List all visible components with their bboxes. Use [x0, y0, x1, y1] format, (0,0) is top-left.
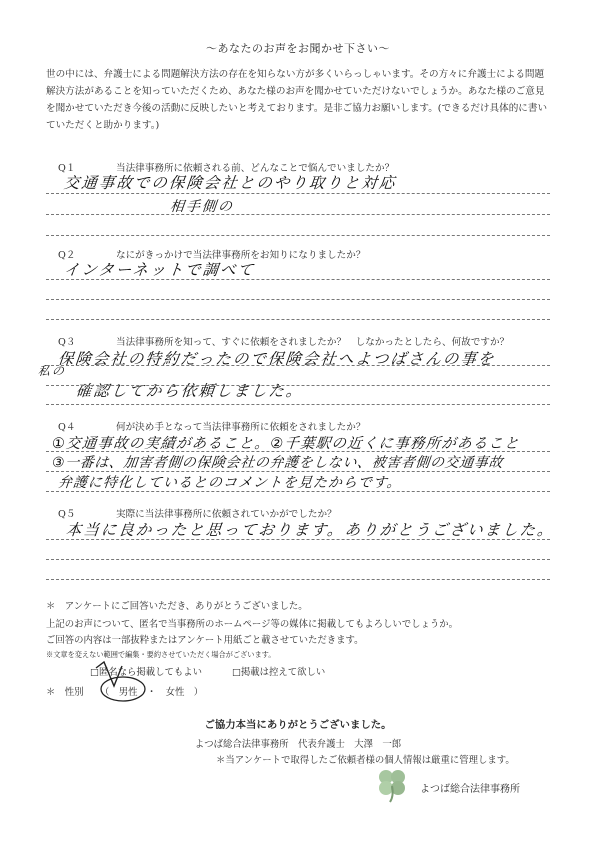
q1-rule-1 [46, 193, 550, 194]
q1-text: 当法律事務所に依頼される前、どんなことで悩んでいましたか？ [116, 163, 395, 174]
q2-rule-3 [46, 319, 550, 320]
q1-number: Q１ [58, 163, 76, 174]
option-decline[interactable]: □掲載は控えて欲しい [232, 667, 326, 678]
q1-answer-line1: 交通事故での保険会社とのやり取りと対応 [62, 174, 398, 192]
checkmark-icon [92, 656, 162, 716]
q4-answer-line2: ③一番は、加害者側の保険会社の弁護をしない、被害者側の交通事故 [51, 455, 504, 471]
q4-number: Q４ [58, 422, 76, 433]
clover-logo-icon [372, 764, 412, 804]
q2-text: なにがきっかけで当法律事務所をお知りになりましたか？ [116, 250, 366, 261]
intro-paragraph: 世の中には、弁護士による問題解決方法の存在を知らない方が多くいらっしゃいます。その方々に弁護士による問題解決方法があることを知っていただくため、あなた様のお声を聞かせていただけないでしょうか。あなた様のご意見を聞かせていただき今後の活動に反映したいと考えております。是非ご協力お願いします。(できるだけ具体的に書いていただくと助かります。) [46, 69, 548, 131]
q4-text: 何が決め手となって当法律事務所に依頼をされましたか？ [116, 422, 366, 433]
consent-question: 上記のお声について、匿名で当事務所のホームページ等の媒体に掲載してもよろしいでしょうか。 [46, 619, 458, 630]
firm-logo-text: よつば総合法律事務所 [420, 784, 520, 795]
q3-answer-line2: 確認してから依頼しました。 [74, 382, 305, 400]
q1-rule-3 [46, 235, 550, 236]
q5-answer-line1: 本当に良かったと思っております。ありがとうございました。 [64, 521, 556, 539]
q4-answer-line3: 弁護に特化しているとのコメントを見たからです。 [57, 475, 403, 491]
q3-rule-3 [46, 404, 550, 405]
editing-note: ※文章を変えない範囲で編集・要約させていただく場合がございます。 [46, 650, 276, 659]
firm-representative: よつば総合法律事務所 代表弁護士 大澤 一郎 [194, 739, 402, 750]
consent-note: ご回答の内容は一部抜粋またはアンケート用紙ごと載させていただきます。 [46, 635, 364, 646]
q4-rule-1 [46, 451, 550, 452]
q3-rule-1 [46, 365, 550, 366]
q5-number: Q５ [58, 509, 76, 520]
q5-rule-3 [46, 579, 550, 580]
q3-number: Q３ [58, 337, 76, 348]
q3-answer-line1: 保険会社の特約だったので保険会社へよつばさんの事を [56, 350, 497, 368]
footer-thanks: ご協力本当にありがとうございました。 [204, 719, 392, 731]
q1-answer-note: 相手側の [169, 199, 235, 215]
q4-rule-2 [46, 471, 550, 472]
q3-rule-2 [46, 385, 550, 386]
q3-answer-note: 私の [37, 364, 67, 378]
q2-number: Q２ [58, 250, 76, 261]
q2-answer-line1: インターネットで調べて [62, 261, 256, 279]
page-title: ～あなたのお声をお聞かせ下さい～ [206, 42, 390, 55]
q2-rule-1 [46, 279, 550, 280]
q4-answer-line1: ①交通事故の実績があること。②千葉駅の近くに事務所があること [51, 436, 521, 452]
q3-text: 当法律事務所を知って、すぐに依頼をされましたか？ しなかったとしたら、何故ですか？ [116, 337, 510, 348]
q5-rule-1 [46, 539, 550, 540]
option-anonymous-ok[interactable]: □匿名なら掲載してもよい [90, 667, 202, 678]
q1-rule-2 [46, 214, 550, 215]
q4-rule-3 [46, 491, 550, 492]
gender-options[interactable]: （ 男性 ・ 女性 ） [100, 687, 204, 698]
q2-rule-2 [46, 299, 550, 300]
privacy-note: ＊当アンケートで取得したご依頼者様の個人情報は厳重に管理します。 [216, 755, 515, 766]
q5-text: 実際に当法律事務所に依頼されていかがでしたか？ [116, 509, 337, 520]
survey-thanks: ＊ アンケートにご回答いただき、ありがとうございました。 [46, 601, 308, 612]
q5-rule-2 [46, 559, 550, 560]
gender-label: ＊ 性別 [46, 687, 84, 698]
